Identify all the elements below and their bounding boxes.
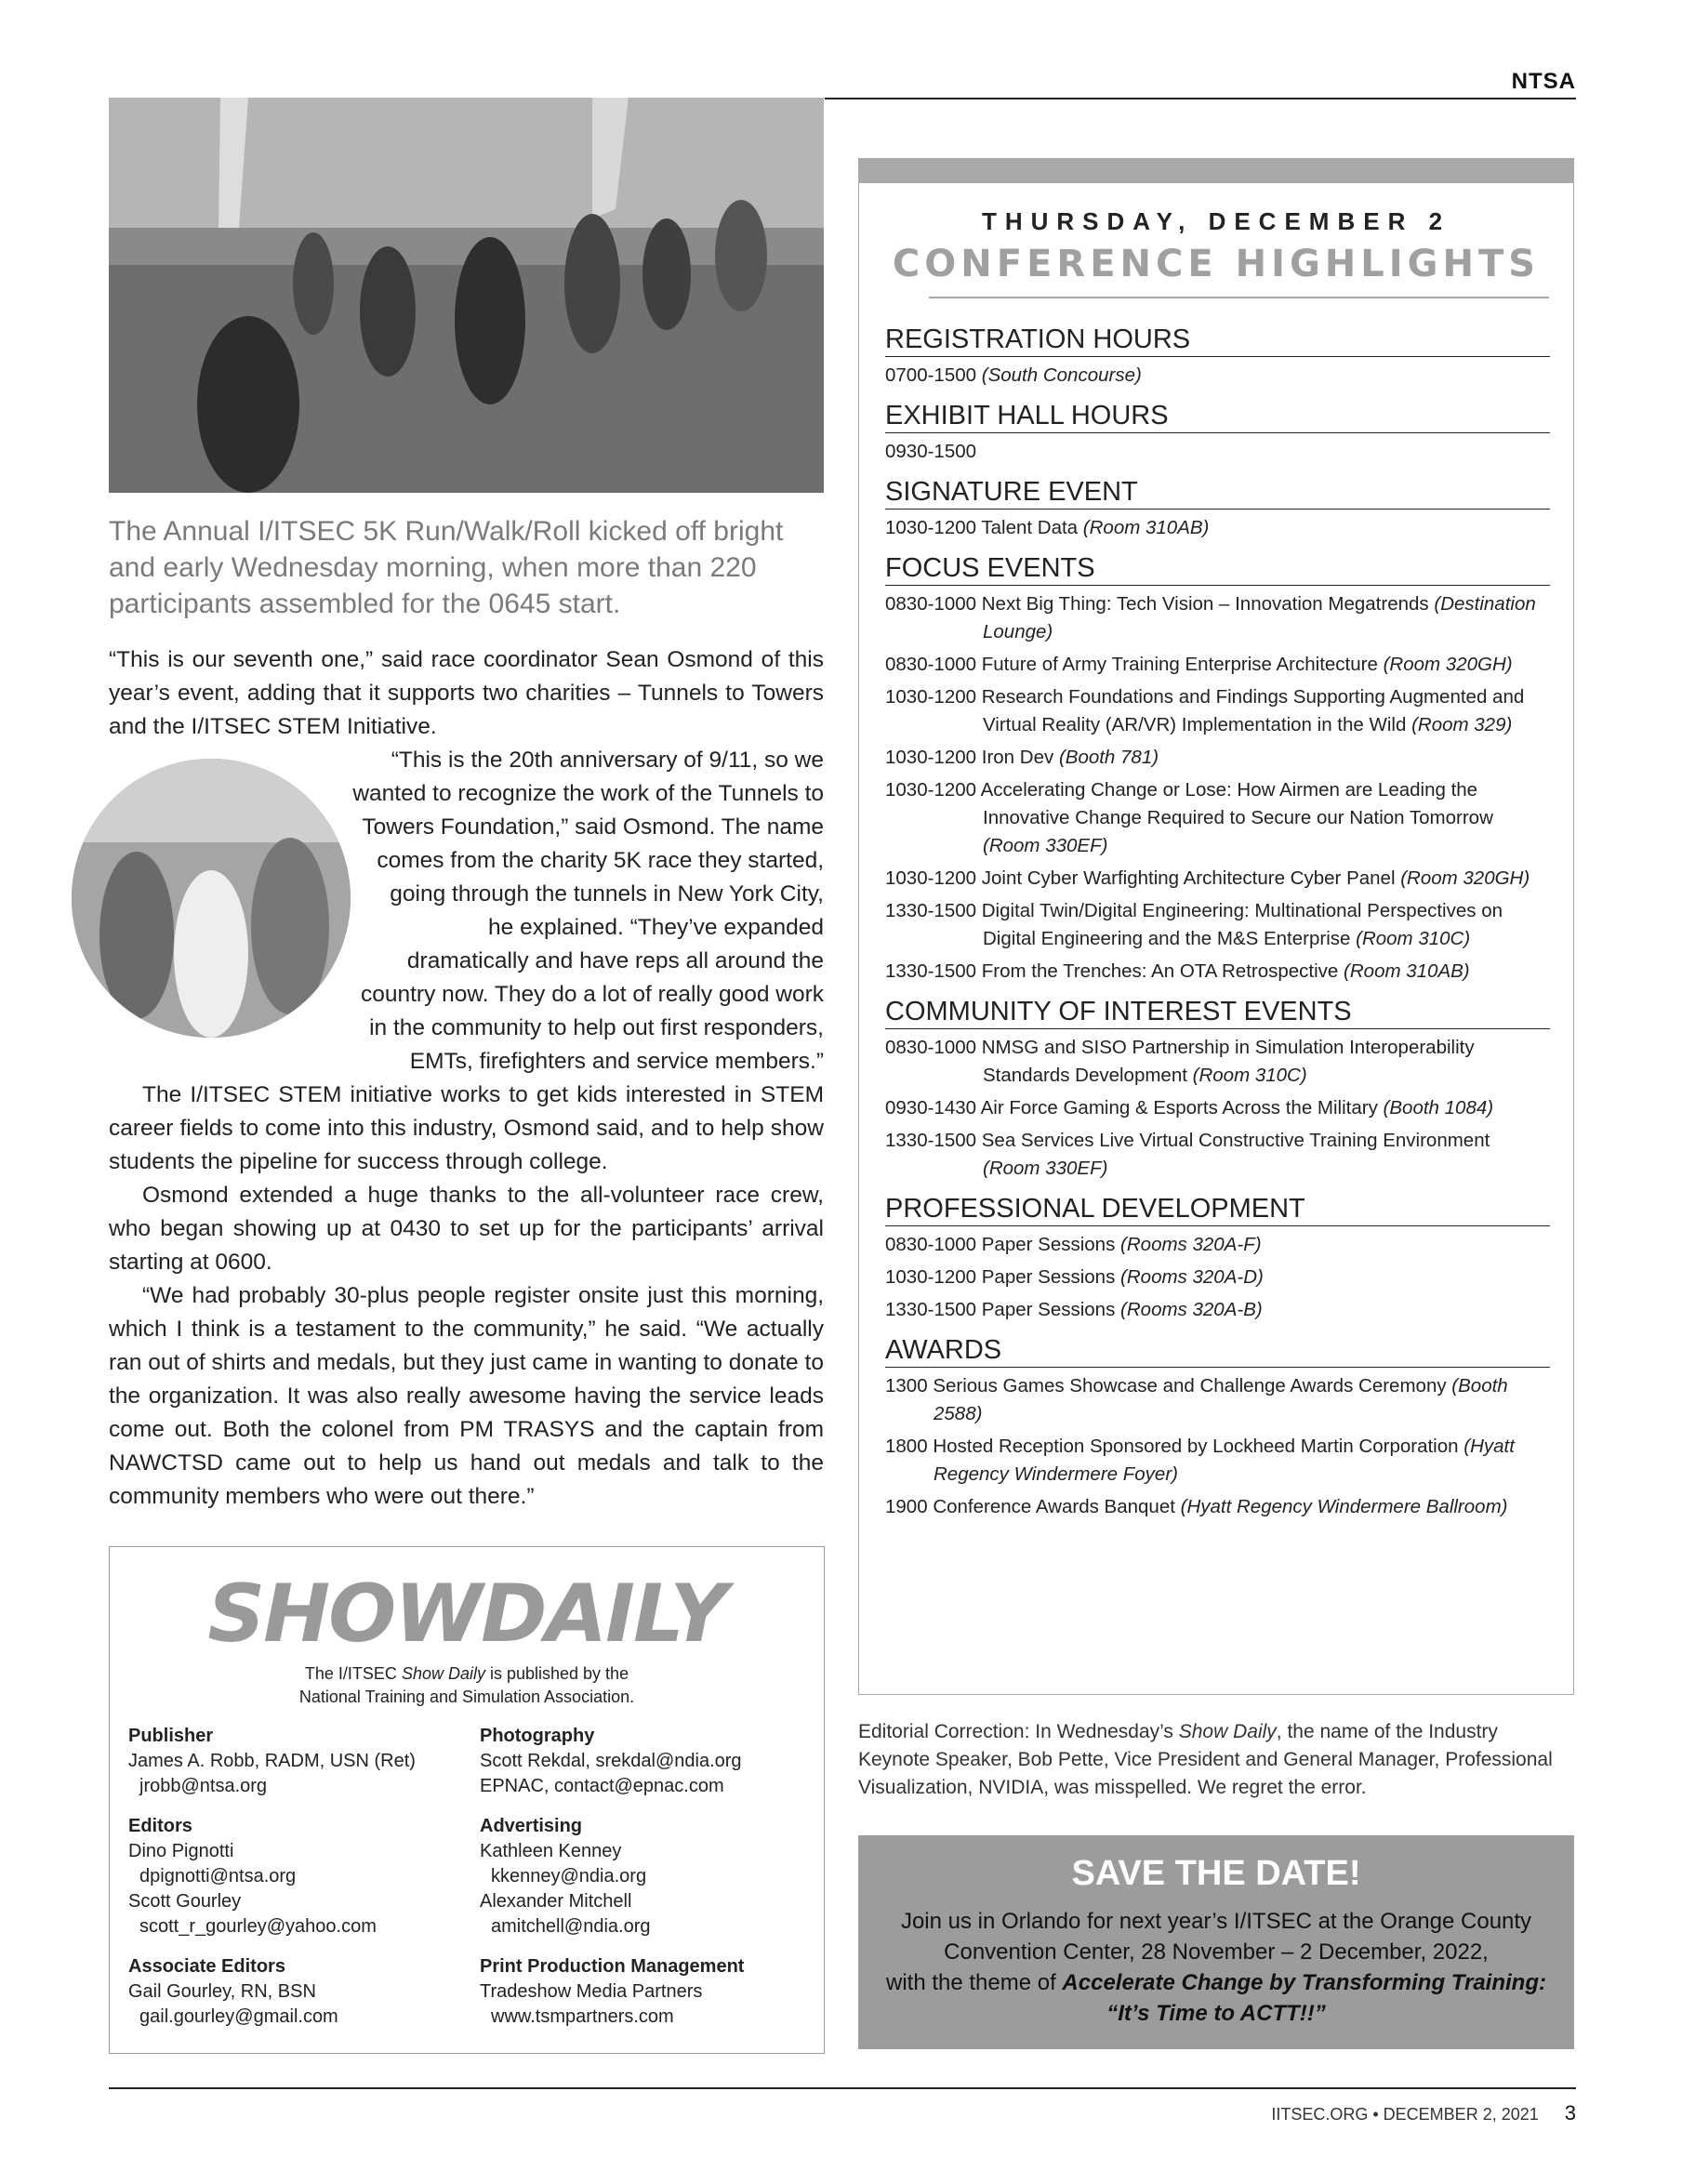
event-name: Paper Sessions xyxy=(981,1234,1116,1255)
schedule-event xyxy=(885,1296,1550,1324)
event-time: 1030-1200 xyxy=(885,867,977,889)
conference-highlights-box xyxy=(858,158,1574,1695)
schedule-event xyxy=(885,1493,1550,1521)
std-line: Join us in Orlando for next year’s I/ITSEC at the Orange County xyxy=(900,1909,1532,1934)
event-time: 1030-1200 xyxy=(885,686,977,708)
event-time: 1030-1200 xyxy=(885,1266,977,1288)
schedule-section-title: COMMUNITY OF INTEREST EVENTS xyxy=(885,995,1550,1029)
header-rule xyxy=(825,98,1576,99)
event-location: (South Concourse) xyxy=(981,364,1142,386)
event-location: (Room 330EF) xyxy=(983,1158,1108,1179)
schedule-event xyxy=(885,1094,1550,1122)
correction-title: Show Daily xyxy=(1178,1721,1277,1742)
article-paragraph-3: The I/ITSEC STEM initiative works to get kids interested in STEM career fields to come into this industry, Osmond said, and to help show students the pipeline for success through college. xyxy=(109,1082,824,1174)
event-name: From the Trenches: An OTA Retrospective xyxy=(981,960,1339,982)
event-name: Talent Data xyxy=(981,517,1079,538)
masthead-role: Editors xyxy=(128,1816,192,1836)
schedule-event xyxy=(885,1034,1550,1090)
event-time: 1030-1200 xyxy=(885,747,977,768)
footer-site-date: IITSEC.ORG • DECEMBER 2, 2021 xyxy=(1271,2105,1539,2124)
event-location: (Room 330EF) xyxy=(983,835,1108,856)
masthead-role: Photography xyxy=(480,1726,595,1746)
showdaily-publisher-note xyxy=(110,1662,824,1709)
event-time: 0930-1500 xyxy=(885,441,977,462)
schedule-event xyxy=(885,1372,1550,1428)
event-time: 1330-1500 xyxy=(885,960,977,982)
event-time: 0830-1000 xyxy=(885,1037,977,1058)
event-location: (Room 310AB) xyxy=(1344,960,1470,982)
event-name: Conference Awards Banquet xyxy=(933,1496,1175,1517)
std-line: with the theme of xyxy=(885,1970,1063,1995)
event-name: Paper Sessions xyxy=(981,1266,1116,1288)
event-time: 1900 xyxy=(885,1496,928,1517)
masthead-role: Print Production Management xyxy=(480,1956,745,1977)
masthead-name: Scott Gourley xyxy=(128,1891,242,1912)
showdaily-logo: SHOWDAILY xyxy=(207,1568,726,1661)
showdaily-masthead xyxy=(109,1546,825,2054)
pub-text: is published by the xyxy=(484,1664,629,1683)
schedule-section-title: FOCUS EVENTS xyxy=(885,551,1550,586)
schedule-event xyxy=(885,1127,1550,1183)
event-location: (Room 310C) xyxy=(1356,928,1471,949)
save-the-date-title: SAVE THE DATE! xyxy=(1071,1854,1361,1893)
masthead-name: Gail Gourley, RN, BSN xyxy=(128,1981,316,2002)
event-location: (Booth 2588) xyxy=(934,1375,1508,1424)
masthead-contact: kkenney@ndia.org xyxy=(491,1866,647,1886)
schedule-event xyxy=(885,958,1550,986)
schedule-event xyxy=(885,683,1550,739)
event-time: 1800 xyxy=(885,1436,928,1457)
event-location: (Rooms 320A-F) xyxy=(1120,1234,1262,1255)
event-time: 0830-1000 xyxy=(885,654,977,675)
volunteers-photo xyxy=(72,759,351,1038)
masthead-name: Kathleen Kenney xyxy=(480,1841,622,1861)
schedule-event xyxy=(885,897,1550,953)
schedule-section-title: REGISTRATION HOURS xyxy=(885,323,1550,357)
masthead-name: Tradeshow Media Partners xyxy=(480,1981,703,2002)
schedule-event xyxy=(885,865,1550,893)
event-location: (Rooms 320A-D) xyxy=(1120,1266,1264,1288)
article-paragraph-4: Osmond extended a huge thanks to the all-volunteer race crew, who began showing up at 0430 to set up for the participants’ arrival starting at 0600. xyxy=(109,1183,824,1275)
event-location: (Hyatt Regency Windermere Foyer) xyxy=(934,1436,1515,1485)
event-name: NMSG and SISO Partnership in Simulation Interoperability Standards Development xyxy=(981,1037,1475,1086)
event-name: Research Foundations and Findings Supporting Augmented and Virtual Reality (AR/VR) Implementation in the Wild xyxy=(981,686,1525,735)
schedule-event xyxy=(885,1231,1550,1259)
article-continued xyxy=(109,1079,824,1514)
event-time: 1300 xyxy=(885,1375,928,1396)
schedule-section-title: EXHIBIT HALL HOURS xyxy=(885,399,1550,433)
correction-text: Editorial Correction: In Wednesday’s xyxy=(858,1721,1179,1742)
schedule-event xyxy=(885,776,1550,860)
article-paragraph-2: “This is the 20th anniversary of 9/11, so we wanted to recognize the work of the Tunnels to Towers Foundation,” said Osmond. The name comes from the charity 5K race they started, going through the tunnels in New York City, he explained. “They’ve expanded dramatically and have reps all around the country now. They do a lot of really good work in the community to help out first responders, EMTs, firefighters and service members.” xyxy=(352,748,824,1074)
schedule-section-title: AWARDS xyxy=(885,1333,1550,1368)
event-time: 0930-1430 xyxy=(885,1097,977,1118)
event-location: (Destination Lounge) xyxy=(983,593,1536,642)
masthead-name: Scott Rekdal, srekdal@ndia.org xyxy=(480,1751,742,1771)
save-the-date-box xyxy=(858,1835,1574,2049)
std-line: Convention Center, 28 November – 2 December, 2022, xyxy=(944,1939,1489,1965)
publication-brand: NTSA xyxy=(1511,69,1576,94)
masthead-contact: gail.gourley@gmail.com xyxy=(139,2006,338,2027)
masthead-left-column xyxy=(128,1724,463,2030)
pub-org: National Training and Simulation Association. xyxy=(298,1688,635,1706)
event-name: Future of Army Training Enterprise Architecture xyxy=(981,654,1378,675)
event-name: Digital Twin/Digital Engineering: Multinational Perspectives on Digital Engineering and the M&S Enterprise xyxy=(981,900,1503,949)
runners-photo xyxy=(109,98,824,493)
std-theme-tagline: “It’s Time to ACTT!!” xyxy=(1106,2001,1326,2026)
highlights-date: THURSDAY, DECEMBER 2 xyxy=(981,207,1451,235)
event-location: (Booth 1084) xyxy=(1383,1097,1494,1118)
event-time: 0700-1500 xyxy=(885,364,977,386)
correction-text: , the name of the Industry Keynote Speaker, Bob Pette, Vice President and General Manager, Professional Visualization, NVIDIA, was misspelled. We regret the error. xyxy=(858,1721,1553,1798)
masthead-right-column xyxy=(480,1724,815,2030)
event-location: (Hyatt Regency Windermere Ballroom) xyxy=(1180,1496,1508,1517)
event-name: Next Big Thing: Tech Vision – Innovation Megatrends xyxy=(981,593,1429,615)
highlights-schedule xyxy=(885,323,1550,1526)
schedule-event xyxy=(885,590,1550,646)
schedule-event xyxy=(885,438,1550,466)
schedule-event xyxy=(885,1264,1550,1291)
event-name: Air Force Gaming & Esports Across the Military xyxy=(980,1097,1378,1118)
editorial-correction xyxy=(858,1718,1574,1802)
schedule-event xyxy=(885,1433,1550,1489)
masthead-name: EPNAC, contact@epnac.com xyxy=(480,1776,724,1796)
schedule-section-title: SIGNATURE EVENT xyxy=(885,475,1550,510)
schedule-event xyxy=(885,514,1550,542)
event-location: (Room 310AB) xyxy=(1082,517,1210,538)
page-number: 3 xyxy=(1564,2101,1576,2124)
event-name: Sea Services Live Virtual Constructive Training Environment xyxy=(981,1130,1490,1151)
masthead-contact: scott_r_gourley@yahoo.com xyxy=(139,1916,377,1937)
schedule-section-title: PROFESSIONAL DEVELOPMENT xyxy=(885,1192,1550,1226)
footer-rule xyxy=(109,2087,1576,2089)
pub-title: Show Daily xyxy=(401,1664,485,1683)
event-name: Serious Games Showcase and Challenge Awards Ceremony xyxy=(933,1375,1447,1396)
save-the-date-body xyxy=(858,1906,1574,2029)
article-wrap-block xyxy=(109,744,824,1074)
highlights-title: CONFERENCE HIGHLIGHTS xyxy=(892,243,1541,285)
event-time: 0830-1000 xyxy=(885,593,977,615)
event-time: 1330-1500 xyxy=(885,900,977,921)
article-lede: The Annual I/ITSEC 5K Run/Walk/Roll kicked off bright and early Wednesday morning, when more than 220 participants assembled for the 0645 start. xyxy=(109,516,784,619)
event-time: 1330-1500 xyxy=(885,1299,977,1320)
event-name: Joint Cyber Warfighting Architecture Cyber Panel xyxy=(981,867,1396,889)
title-rule xyxy=(929,297,1549,298)
masthead-contact: dpignotti@ntsa.org xyxy=(139,1866,297,1886)
event-name: Accelerating Change or Lose: How Airmen are Leading the Innovative Change Required to Secure our Nation Tomorrow xyxy=(980,779,1493,828)
schedule-event xyxy=(885,651,1550,679)
event-location: (Room 310C) xyxy=(1192,1065,1307,1086)
event-name: Hosted Reception Sponsored by Lockheed Martin Corporation xyxy=(933,1436,1459,1457)
masthead-role: Associate Editors xyxy=(128,1956,285,1977)
event-location: (Room 320GH) xyxy=(1400,867,1530,889)
event-location: (Room 329) xyxy=(1411,714,1513,735)
event-time: 1030-1200 xyxy=(885,779,977,801)
masthead-role: Advertising xyxy=(480,1816,583,1836)
masthead-contact: jrobb@ntsa.org xyxy=(139,1776,268,1796)
masthead-name: James A. Robb, RADM, USN (Ret) xyxy=(128,1751,416,1771)
std-theme: Accelerate Change by Transforming Training: xyxy=(1062,1970,1546,1995)
masthead-name: Alexander Mitchell xyxy=(480,1891,632,1912)
event-location: (Booth 781) xyxy=(1058,747,1159,768)
event-time: 1030-1200 xyxy=(885,517,977,538)
event-name: Paper Sessions xyxy=(981,1299,1116,1320)
article-paragraph-5: “We had probably 30-plus people register onsite just this morning, which I think is a testament to the community,” he said. “We actually ran out of shirts and medals, but they just came in wanting to donate to the organization. It was also really awesome having the service leads come out. Both the colonel from PM TRASYS and the captain from NAWCTSD came out to help us hand out medals and talk to the community members who were out there.” xyxy=(109,1283,824,1509)
event-time: 0830-1000 xyxy=(885,1234,977,1255)
event-name: Iron Dev xyxy=(981,747,1054,768)
highlights-top-bar xyxy=(859,159,1573,183)
page-footer xyxy=(1271,2101,1576,2125)
masthead-role: Publisher xyxy=(128,1726,214,1746)
event-location: (Room 320GH) xyxy=(1383,654,1513,675)
article-paragraph-1: “This is our seventh one,” said race coordinator Sean Osmond of this year’s event, adding that it supports two charities – Tunnels to Towers and the I/ITSEC STEM Initiative. xyxy=(109,647,824,739)
schedule-event xyxy=(885,744,1550,772)
masthead-name: Dino Pignotti xyxy=(128,1841,234,1861)
masthead-contact: www.tsmpartners.com xyxy=(491,2006,674,2027)
event-location: (Rooms 320A-B) xyxy=(1120,1299,1263,1320)
pub-text: The I/ITSEC xyxy=(304,1664,402,1683)
masthead-contact: amitchell@ndia.org xyxy=(491,1916,651,1937)
event-time: 1330-1500 xyxy=(885,1130,977,1151)
schedule-event xyxy=(885,362,1550,390)
